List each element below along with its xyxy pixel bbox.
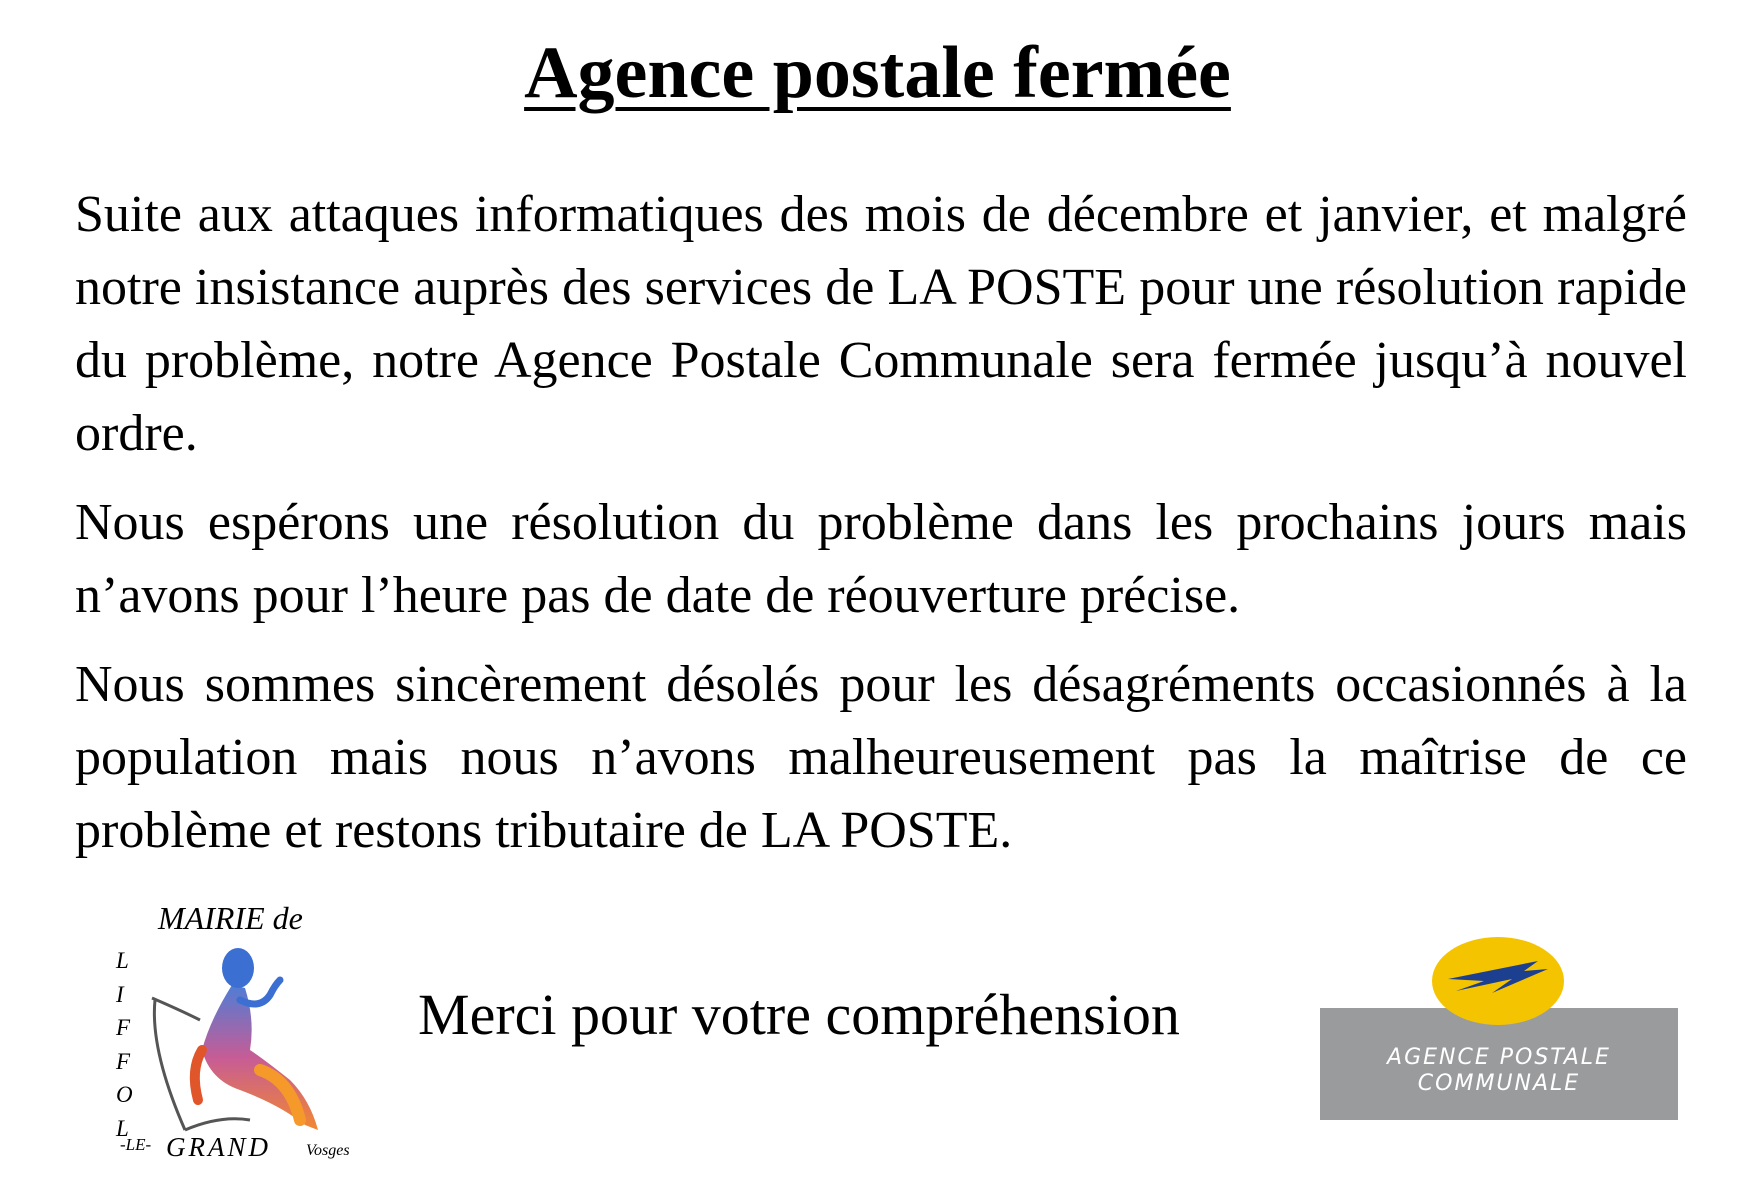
seated-figure-icon [140,940,340,1140]
mairie-logo-grand: GRAND [166,1132,271,1162]
mairie-logo [110,900,370,1180]
closing-thanks: Merci pour votre compréhension [418,982,1180,1047]
mairie-letter: O [116,1082,133,1107]
mairie-logo-le: -LE- [120,1135,152,1154]
la-poste-line2: COMMUNALE [1417,1071,1581,1096]
mairie-logo-title: MAIRIE de [158,900,303,936]
la-poste-line1: AGENCE POSTALE [1387,1045,1611,1070]
notice-body [75,178,1687,883]
la-poste-bird-icon [1428,935,1568,1027]
mairie-logo-region: Vosges [306,1142,350,1159]
page-title-text: Agence postale fermée [524,32,1231,114]
paragraph-apology: Nous sommes sincèrement désolés pour les désagréments occasionnés à la population mais nous n’avons malheureusement pas la maîtrise de ce problème et restons tributaire de LA POSTE. [75,656,1687,859]
mairie-letter: L [116,948,129,973]
mairie-letter: F [116,1015,131,1040]
mairie-letter: I [116,981,124,1007]
mairie-letter: F [116,1048,131,1074]
paragraph-hope: Nous espérons une résolution du problème dans les prochains jours mais n’avons pour l’heure pas de date de réouverture précise. [75,494,1687,624]
mairie-logo-vertical-name [116,944,138,1145]
page-title [0,28,1755,118]
la-poste-logo [1320,935,1678,1165]
paragraph-attacks: Suite aux attaques informatiques des mois de décembre et janvier, et malgré notre insistance auprès des services de LA POSTE pour une résolution rapide du problème, notre Agence Postale Communale sera fermée jusqu’à nouvel ordre. [75,186,1687,462]
mairie-letter: L [116,1115,129,1141]
